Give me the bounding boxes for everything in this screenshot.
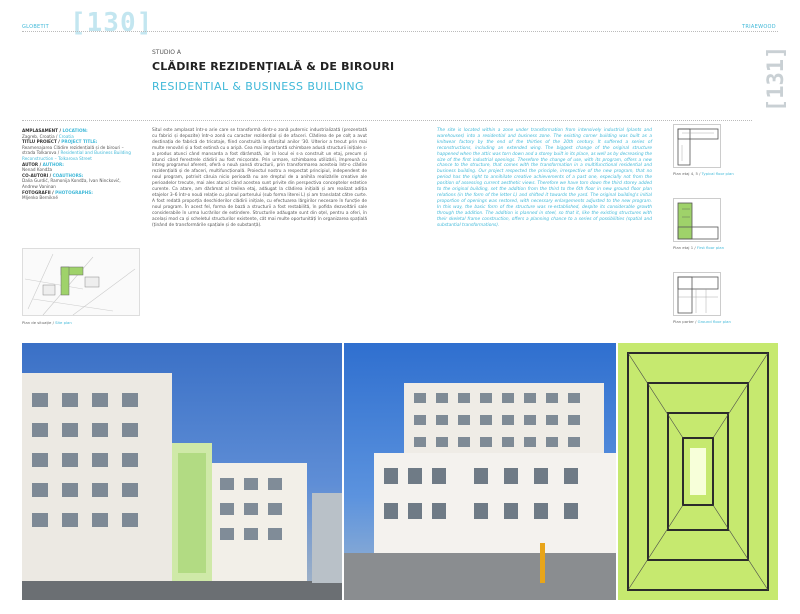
page-number-left: [130] <box>70 8 154 38</box>
coauthor-label: CO-AUTORI / <box>22 172 53 178</box>
photographs-value: Mljenko Bernikné <box>22 195 58 201</box>
project-title-label: TITLU PROIECT / <box>22 139 62 145</box>
location-value: Zagreb, Croația / <box>22 133 59 139</box>
page-title-ro: CLĂDIRE REZIDENȚIALĂ & DE BIROURI <box>152 60 395 73</box>
typical-floor-caption: Plan etaj 4, 5 / Typical floor plan <box>673 171 734 176</box>
photo-street-view <box>22 343 342 600</box>
ground-floor-plan <box>673 272 721 316</box>
photo-stairwell <box>618 343 778 600</box>
location-label-en: LOCATION: <box>62 128 88 133</box>
page-number-right: [131] <box>764 45 789 112</box>
ground-floor-caption: Plan parter / Ground floor plan <box>673 319 731 324</box>
page-title-en: RESIDENTIAL & BUSINESS BUILDING <box>152 80 364 93</box>
first-floor-caption: Plan etaj 1 / First floor plan <box>673 245 725 250</box>
coauthor-label-en: COAUTHORS: <box>52 172 84 178</box>
photographs-label-en: PHOTOGRAPHS: <box>55 189 93 195</box>
project-title-value-en: Residential and Business Building Reconstruction – Tolkarova Street <box>22 150 131 161</box>
header-divider <box>22 31 778 32</box>
site-plan-svg <box>23 249 141 317</box>
site-plan-caption: Plan de situație / Site plan <box>22 320 72 325</box>
coauthor-value: Dalia Gurdić, Ramonija Kondža, Ivan Nincković, Andrew Vaninan <box>22 178 121 189</box>
body-text-ro: Situl este amplasat într-o arie care se transformă dintr-o zonă puternic industrializată (prezentată cu fabrici și depozite) într-o zonă cu caracter rezidențial și de afaceri. Clădirea de pe colț a avut destinația de fabrică de tricotaje, fiind construită la sfârșitul anilor '30. Ulterior a trecut prin mai multe renovări și a fost extinsă cu o aripă. Cea mai importantă schimbare adusă structurii inițiale s-a produs atunci când mansarda a fost dărâmată, iar în locul ei s-a construit un etaj, precum și atunci când ferestrele clădirii au fost micșorate. Prin urmare, schimbarea utilizării, împreună cu întreg programul aferent, oferă o nouă șansă structurii, prin transformarea acesteia într-o clădire rezidențială și de afaceri, multifuncțională. Proiectul nostru a respectat principiul, independent de noul program, potrivit căruia nicio perioadă nu are dreptul de a anihila realizările creative ale perioadelor trecute, mai ales atunci când acestea sunt privite din perspectiva conceptelor estetice curente. Ca atare, am dărâmat al treilea etaj, adăugat la clădirea inițială și am realizat adiția etajelor 3–6 într-o nouă relație cu planul parterului (sub forma literei L) și am translatat către curte. A fost redată proporția deschiderilor clădirii inițiale, cu efectuarea lărgirilor necesare în funcție de noul program. În acest fel, forma de bază a structurii a fost restabilită, în pofida dezvoltării sale considerabile în urma lucrărilor de extindere. Structurile adăugate sunt din oțel, pentru a oferi, în același mod ca și scheletul structurilor existente, cât mai multe oportunități în organizarea spațială (ținând de transformările spațiale și de substanță). <box>152 128 367 228</box>
photo-corner-view <box>344 343 616 600</box>
header-left-label: GLOBETIT <box>22 24 49 30</box>
typical-floor-plan <box>673 124 721 168</box>
author-value: Nenad Kondža <box>22 167 53 173</box>
project-title-value: Reamenajarea Clădire rezidențială și de birouri – strada Tolkarova / <box>22 144 124 156</box>
project-metadata <box>22 128 137 201</box>
site-plan-drawing <box>22 248 140 316</box>
title-divider <box>22 120 752 121</box>
studio-label: STUDIO A <box>152 49 181 56</box>
header-right-label: TRIAEWOOD <box>742 24 776 30</box>
location-label: AMPLASAMENT / <box>22 128 63 133</box>
project-title-label-en: PROJECT TITLE: <box>61 139 98 145</box>
author-label-en: AUTHOR: <box>42 161 64 167</box>
photographs-label: FOTOGRAFII / <box>22 189 56 195</box>
first-floor-plan <box>673 198 721 242</box>
author-label: AUTOR / <box>22 161 43 167</box>
location-value-en: Croatia <box>58 133 74 139</box>
body-text-en: The site is located within a zone under transformation from intensively industrial (plants and warehouses) into a residential and business zone. The existing corner building was built as a knitwear factory by the end of the thirties of the 20th century. It suffered a series of reconstructions, including an extended wing. The biggest change of the original structure happened when the attic was torn down and a storey built in its place, as well as by decreasing the size of the first industrial openings. Therefore the change of use, with its program, offers a new chance to the structure, that comes with the transformation in a multifunctional residential and business building. Our project respected the principle, irrespective of the new program, that no period has the right to annihilate creative achievements of a past one, especially not from the position of assessing current aesthetic views. Therefore we have torn down the third storey added to the original building, set the addition from the third to the 6th floor in new ground floor plan relations (in the form of the letter L) and shifted it towards the yard. The original building's initial proportion of openings was restored, with necessary enlargements adjusted to the new program. In this way, the basic form of the structure was re-established, despite its considerable growth through the addition. The addition is planned in steel, so that it, like the existing structures with their skeletal frame construction, offers a planning chance to a series of possibilities (spatial and substantial transformations). <box>437 128 652 228</box>
